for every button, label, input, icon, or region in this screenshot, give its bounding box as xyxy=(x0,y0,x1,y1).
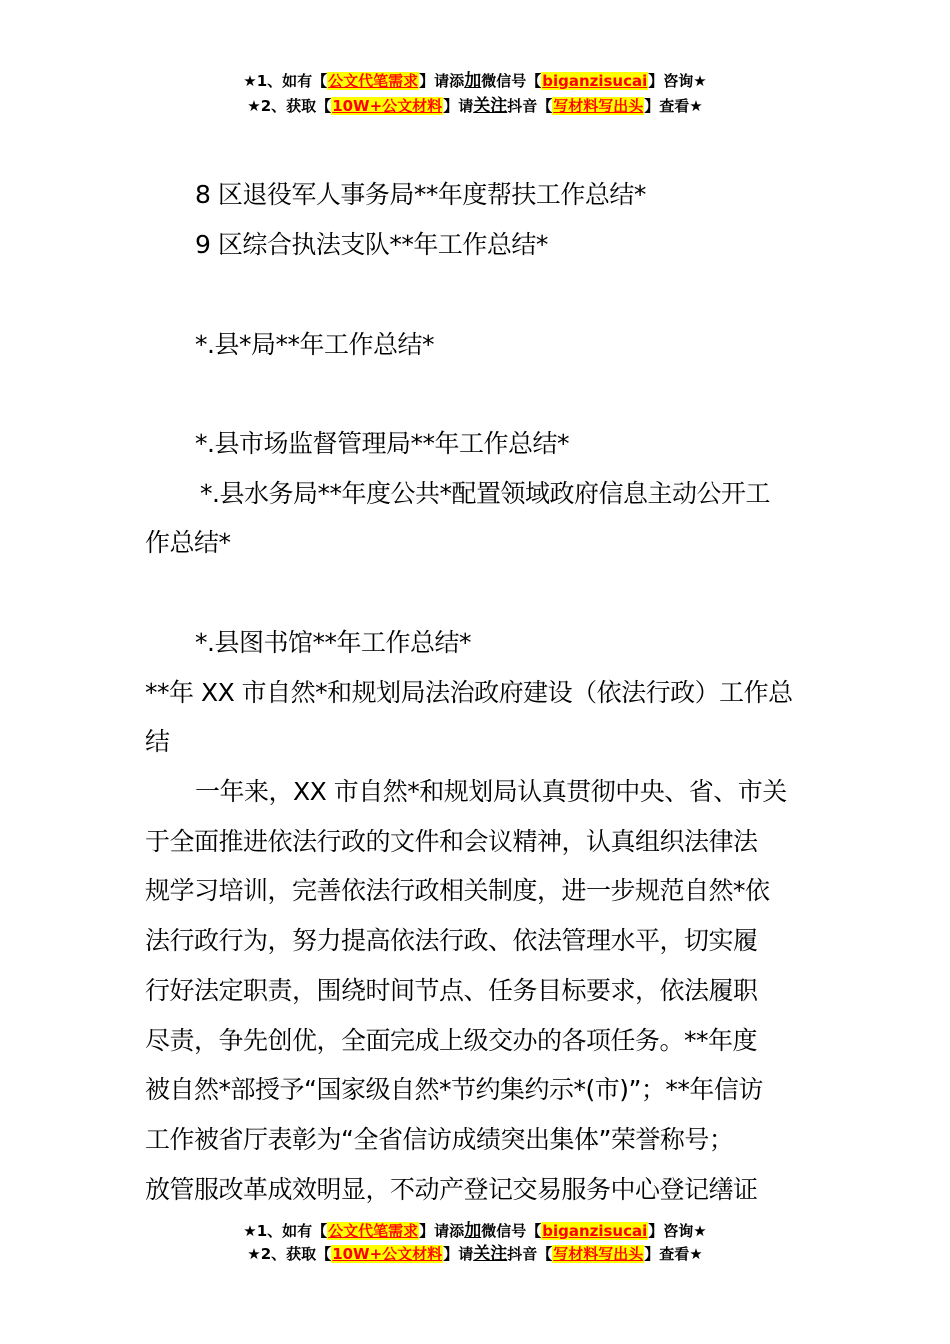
ad-underline: 加 xyxy=(464,71,482,91)
ad-highlight: 10W+公文材料 xyxy=(332,97,443,115)
ad-text: 】请添 xyxy=(419,1222,465,1240)
ad-text: 】请添 xyxy=(419,72,465,90)
ad-text: ★2、获取【 xyxy=(247,1245,332,1263)
ad-text: 】查看★ xyxy=(644,1245,703,1263)
ad-highlight: 公文代笔需求 xyxy=(328,72,419,90)
paragraph-line: 工作被省厅表彰为“全省信访成绩突出集体”荣誉称号； xyxy=(145,1125,734,1154)
paragraph-line: 一年来，XX 市自然*和规划局认真贯彻中央、省、市关 xyxy=(195,777,787,806)
list-item: *.县*局**年工作总结* xyxy=(195,330,434,359)
list-item-continuation: 作总结* xyxy=(145,528,231,557)
ad-underline: 关注 xyxy=(473,1244,508,1264)
ad-text: ★2、获取【 xyxy=(247,97,332,115)
ad-underline: 关注 xyxy=(473,96,508,116)
footer-ad-line-2 xyxy=(0,1243,950,1265)
ad-highlight: 公文代笔需求 xyxy=(328,1222,419,1240)
ad-text: 】请 xyxy=(443,1245,474,1263)
ad-text: 】查看★ xyxy=(644,97,703,115)
section-title-continuation: 结 xyxy=(145,727,170,756)
header-ad-line-2 xyxy=(0,95,950,117)
ad-underline: 加 xyxy=(464,1221,482,1241)
paragraph-line: 放管服改革成效明显，不动产登记交易服务中心登记缮证 xyxy=(145,1175,758,1204)
list-item: *.县市场监督管理局**年工作总结* xyxy=(195,429,569,458)
paragraph-line: 规学习培训，完善依法行政相关制度，进一步规范自然*依 xyxy=(145,876,770,905)
ad-text: 抖音【 xyxy=(507,97,553,115)
ad-text: 微信号【 xyxy=(481,1222,542,1240)
ad-douyin-id: 写材料写出头 xyxy=(553,97,644,115)
paragraph-line: 法行政行为，努力提高依法行政、依法管理水平，切实履 xyxy=(145,926,758,955)
list-item: 8 区退役军人事务局**年度帮扶工作总结* xyxy=(195,180,646,209)
footer-ad-line-1 xyxy=(0,1220,950,1242)
ad-wechat-id: biganzisucai xyxy=(542,72,648,90)
ad-text: 】请 xyxy=(443,97,474,115)
ad-text: 】咨询★ xyxy=(648,1222,707,1240)
list-item: *.县水务局**年度公共*配置领域政府信息主动公开工 xyxy=(200,479,770,508)
paragraph-line: 尽责，争先创优，全面完成上级交办的各项任务。**年度 xyxy=(145,1026,758,1055)
ad-text: ★1、如有【 xyxy=(243,1222,328,1240)
list-item: 9 区综合执法支队**年工作总结* xyxy=(195,230,548,259)
ad-douyin-id: 写材料写出头 xyxy=(553,1245,644,1263)
header-ad-line-1 xyxy=(0,70,950,92)
paragraph-line: 于全面推进依法行政的文件和会议精神，认真组织法律法 xyxy=(145,827,758,856)
section-title: **年 XX 市自然*和规划局法治政府建设（依法行政）工作总 xyxy=(145,678,793,707)
ad-wechat-id: biganzisucai xyxy=(542,1222,648,1240)
ad-text: 】咨询★ xyxy=(648,72,707,90)
ad-text: 抖音【 xyxy=(507,1245,553,1263)
paragraph-line: 被自然*部授予“国家级自然*节约集约示*(市)”；**年信访 xyxy=(145,1075,763,1104)
list-item: *.县图书馆**年工作总结* xyxy=(195,628,471,657)
ad-highlight: 10W+公文材料 xyxy=(332,1245,443,1263)
ad-text: 微信号【 xyxy=(481,72,542,90)
ad-text: ★1、如有【 xyxy=(243,72,328,90)
paragraph-line: 行好法定职责，围绕时间节点、任务目标要求，依法履职 xyxy=(145,976,758,1005)
